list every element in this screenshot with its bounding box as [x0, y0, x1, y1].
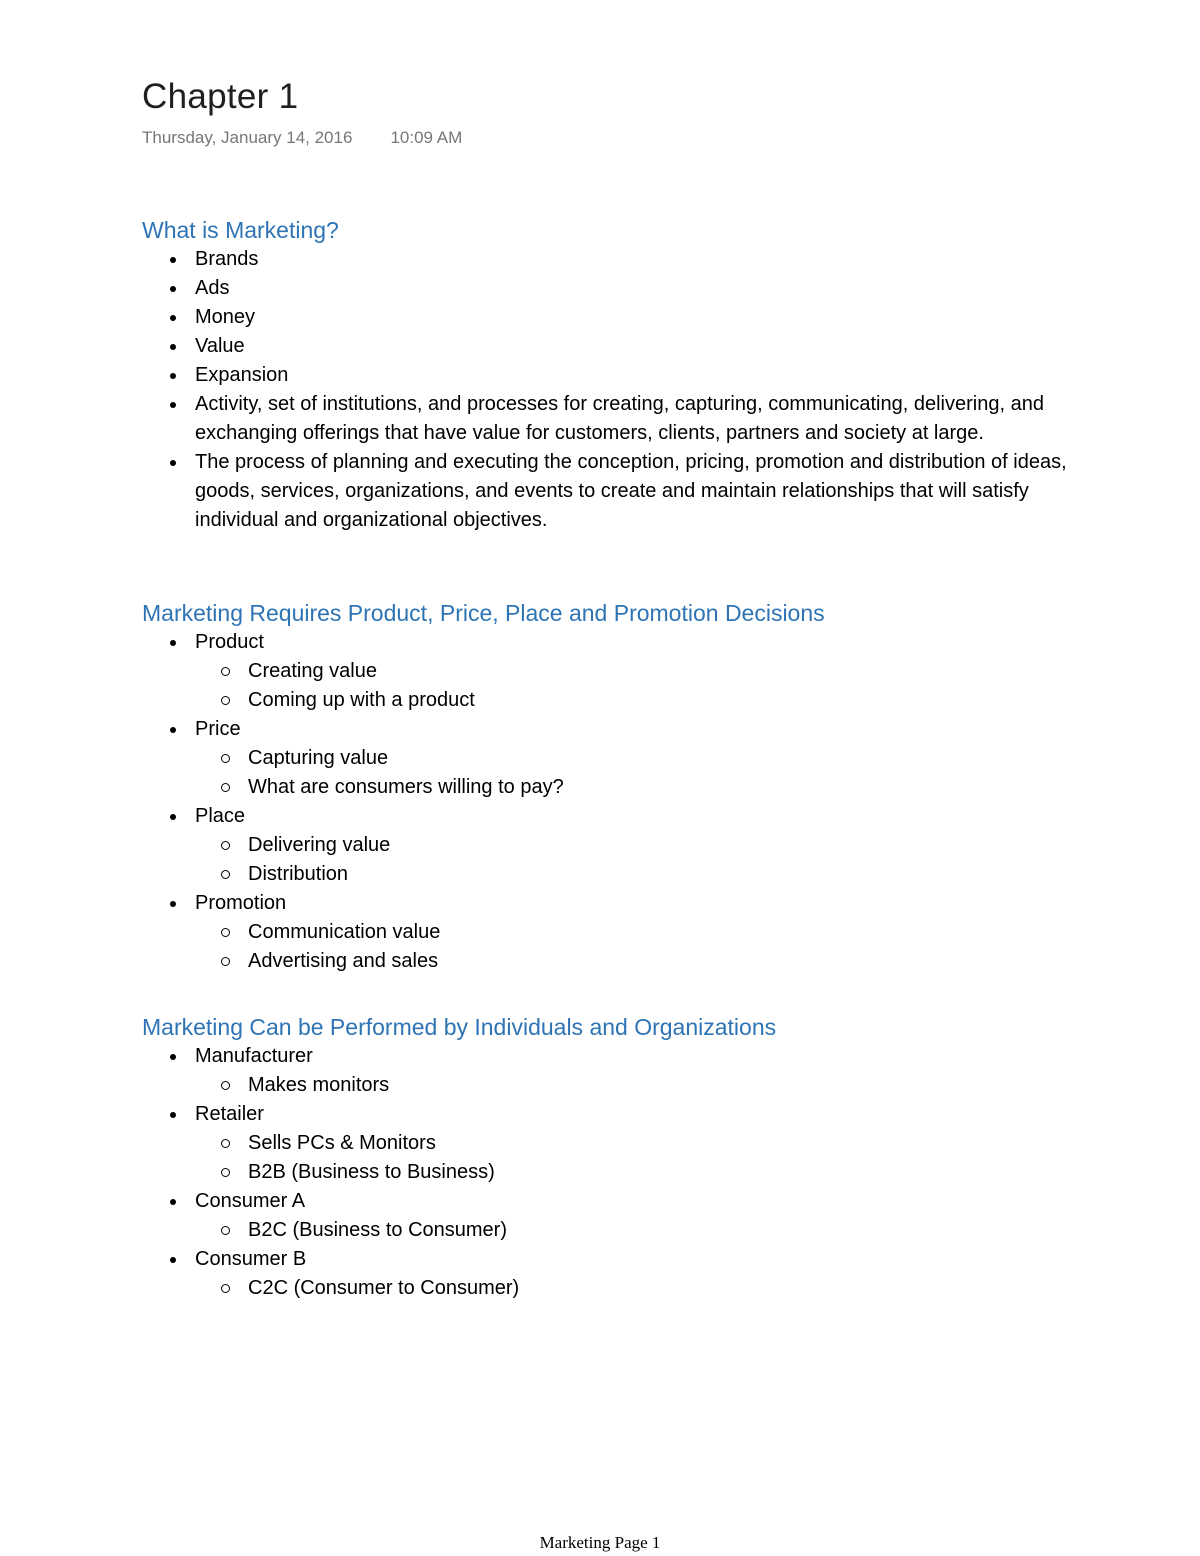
- page-time: 10:09 AM: [390, 128, 463, 147]
- sub-list-item: Makes monitors: [142, 1071, 1082, 1100]
- list-item: Ads: [142, 274, 1082, 303]
- list-item: Product: [142, 628, 1082, 657]
- sub-list-item: Capturing value: [142, 744, 1082, 773]
- bullet-list: [142, 628, 1082, 976]
- sub-list-item: B2B (Business to Business): [142, 1158, 1082, 1187]
- sub-list-item: C2C (Consumer to Consumer): [142, 1274, 1082, 1303]
- sub-list-item: Creating value: [142, 657, 1082, 686]
- sub-list-item: Delivering value: [142, 831, 1082, 860]
- list-item: Activity, set of institutions, and processes for creating, capturing, communicating, delivering, and exchanging offerings that have value for customers, clients, partners and society at large.: [142, 390, 1082, 448]
- section-four-ps: [142, 598, 1082, 976]
- list-item: Promotion: [142, 889, 1082, 918]
- sub-list-item: B2C (Business to Consumer): [142, 1216, 1082, 1245]
- sub-list-item: What are consumers willing to pay?: [142, 773, 1082, 802]
- section-heading: Marketing Can be Performed by Individuals and Organizations: [142, 1014, 777, 1040]
- sub-list-item: Advertising and sales: [142, 947, 1082, 976]
- list-item: Manufacturer: [142, 1042, 1082, 1071]
- sub-list-item: Coming up with a product: [142, 686, 1082, 715]
- list-item: Value: [142, 332, 1082, 361]
- list-item: Consumer A: [142, 1187, 1082, 1216]
- section-what-is-marketing: [142, 215, 1082, 535]
- section-heading: Marketing Requires Product, Price, Place and Promotion Decisions: [142, 600, 825, 626]
- list-item: Retailer: [142, 1100, 1082, 1129]
- page-footer: Marketing Page 1: [539, 1533, 661, 1552]
- list-item: Consumer B: [142, 1245, 1082, 1274]
- page-title: Chapter 1: [142, 77, 299, 116]
- list-item: Place: [142, 802, 1082, 831]
- section-heading: What is Marketing?: [142, 217, 339, 243]
- page-date: Thursday, January 14, 2016: [142, 128, 353, 147]
- sub-list-item: Sells PCs & Monitors: [142, 1129, 1082, 1158]
- sub-list-item: Distribution: [142, 860, 1082, 889]
- list-item: Expansion: [142, 361, 1082, 390]
- bullet-list: [142, 1042, 1082, 1303]
- section-performed-by: [142, 1012, 1082, 1303]
- page-metadata: [142, 126, 462, 150]
- list-item: Brands: [142, 245, 1082, 274]
- sub-list-item: Communication value: [142, 918, 1082, 947]
- list-item: Money: [142, 303, 1082, 332]
- bullet-list: [142, 245, 1082, 535]
- list-item: The process of planning and executing the conception, pricing, promotion and distribution of ideas, goods, services, organizations, and events to create and maintain relationships that will satisfy individual and organizational objectives.: [142, 448, 1082, 535]
- list-item: Price: [142, 715, 1082, 744]
